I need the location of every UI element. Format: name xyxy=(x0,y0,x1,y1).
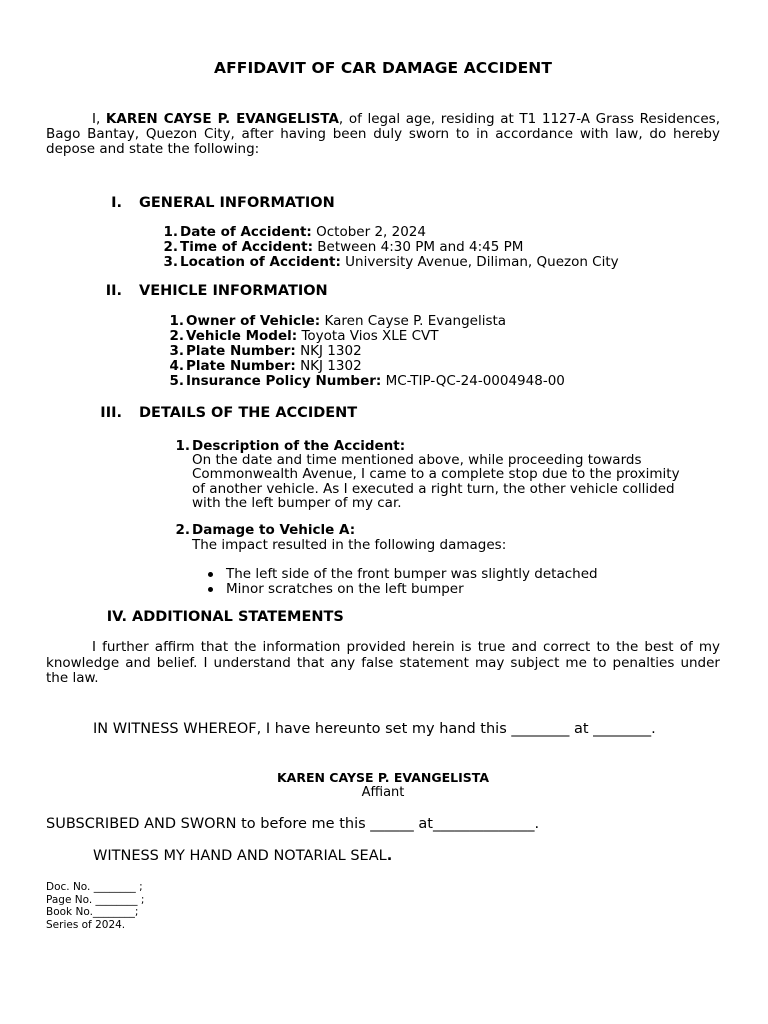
doc-no: Doc. No. ________ ; xyxy=(46,881,143,893)
intro-prefix: I, xyxy=(92,111,106,127)
section-number: II. xyxy=(105,283,122,299)
section-number: III. xyxy=(100,405,122,421)
series: Series of 2024. xyxy=(46,918,126,931)
subscribed-line: SUBSCRIBED AND SWORN to before me this ______ at______________. xyxy=(46,816,540,832)
section-title: DETAILS OF THE ACCIDENT xyxy=(139,405,358,421)
damage-intro: The impact resulted in the following damages: xyxy=(192,537,507,553)
section-title: ADDITIONAL STATEMENTS xyxy=(132,609,344,625)
witness-line: IN WITNESS WHEREOF, I have hereunto set my hand this ________ at ________. xyxy=(93,721,656,737)
section-number: IV. xyxy=(106,609,127,625)
page-no: Page No. ________ ; xyxy=(46,893,145,906)
section-number: I. xyxy=(111,195,122,211)
affiant-role: Affiant xyxy=(361,785,405,800)
intro-text: , of legal age, residing at T1 1127-A Grass Residences, Bago Bantay, Quezon City, after having been duly sworn to in accordance with law, do hereby depose and state the following: xyxy=(46,111,720,157)
section-title: VEHICLE INFORMATION xyxy=(139,283,328,299)
affiant-name-inline: KAREN CAYSE P. EVANGELISTA xyxy=(105,111,339,127)
additional-statement: I further affirm that the information provided herein is true and correct to the best of my knowledge and belief. I understand that any false statement may subject me to penalties under the law. xyxy=(46,639,720,686)
document-title: AFFIDAVIT OF CAR DAMAGE ACCIDENT xyxy=(213,59,553,77)
intro-paragraph xyxy=(46,112,720,157)
doc-info xyxy=(46,881,144,931)
section-title: GENERAL INFORMATION xyxy=(139,195,335,211)
notarial-seal-line: WITNESS MY HAND AND NOTARIAL SEAL. xyxy=(93,848,393,864)
book-no: Book No.________; xyxy=(46,906,139,918)
accident-description: On the date and time mentioned above, while proceeding towards Commonwealth Avenue, I came to a complete stop due to the proximity of another vehicle. As I executed a right turn, the other vehicle collided with the left bumper of my car. xyxy=(192,452,680,511)
document-page: AFFIDAVIT OF CAR DAMAGE ACCIDENT I, KAREN CAYSE P. EVANGELISTA, of legal age, residing at T1 1127-A Grass Residences, Bago Bantay, Quezon City, after having been duly sworn to in accordance with law, do hereby depose and state the following: I. GENERAL INFORMATION 1. Date of Accident: October 2, 2024 2. Time of Accident: Between 4:30 PM and 4:45 PM 3. Location of Accident: University Avenue, Diliman, Quezon City II. VEHICLE INFORMATION 1. Owner of Vehicle: Karen Cayse P. Evangelista 2. Vehicle Model: Toyota Vios XLE CVT 3. Plate Number: NKJ 1302 4. Plate Number: NKJ 1302 5. Insurance Policy Number: MC-TIP-QC-24-0004948-00 III. DETAILS OF THE ACCIDENT 1. Description of the Accident: On the date and time mentioned above, while proceeding towards Commonwealth Avenue, I came to a complete stop due to the proximity of another vehicle. As I executed a right turn, the other vehicle collided with the left bumper of my car. 2. Damage to Vehicle A: The impact resulted in the following damages: The left side of the front bumper was slightly detached Minor scratches on the left bumper IV. ADDITIONAL STATEMENTS I further affirm that the information provided herein is true and correct to the best of my knowledge and belief. I understand that any false statement may subject me to penalties under the law. IN WITNESS WHEREOF, I have hereunto set my hand this ________ at ________. KAREN CAYSE P. EVANGELISTA Affiant SUBSCRIBED AND SWORN to before me this ______ at______________. WITNESS MY HAND AND NOTARIAL SEAL. Doc. No. ________ ; Page No. ________ ; Book No.________; Series of 2024. xyxy=(46,59,720,931)
affiant-name: KAREN CAYSE P. EVANGELISTA xyxy=(276,770,490,785)
